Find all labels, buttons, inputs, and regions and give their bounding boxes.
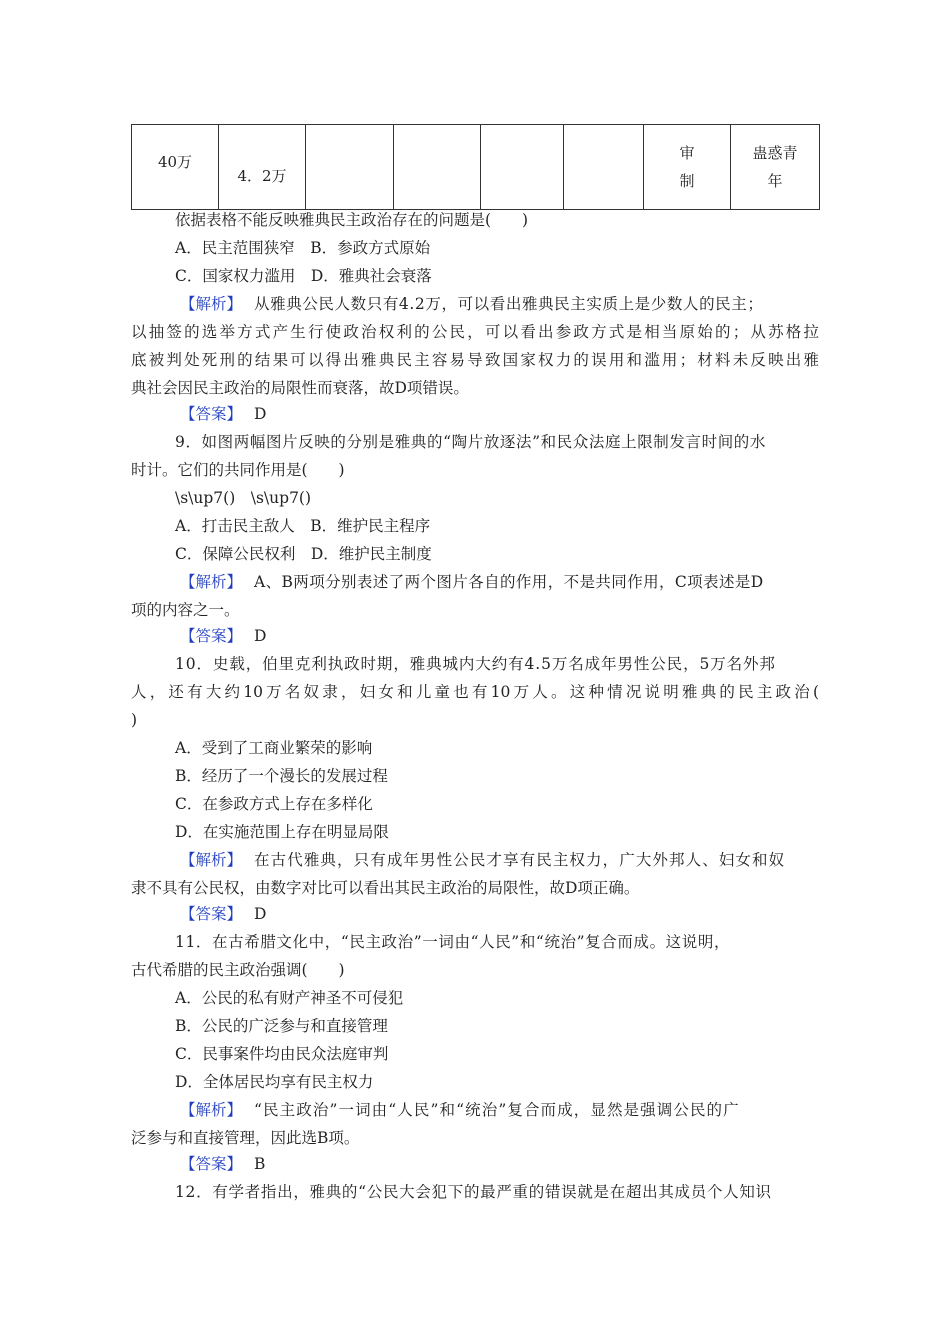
- answer-value: B: [254, 1155, 266, 1173]
- q10-option-d: D．在实施范围上存在明显局限: [175, 823, 389, 841]
- answer-tag: 【答案】: [180, 627, 243, 645]
- analysis-tag: 【解析】: [180, 295, 243, 313]
- q10-analysis-text-2: 隶不具有公民权，由数字对比可以看出其民主政治的局限性，故D项正确。: [131, 879, 640, 897]
- q8-options-ab: A．民主范围狭窄 B．参政方式原始: [175, 239, 431, 257]
- q12-stem-1: 12．有学者指出，雅典的“公民大会犯下的最严重的错误就是在超出其成员个人知识: [175, 1183, 772, 1201]
- q8-answer-line: [180, 404, 266, 424]
- answer-value: D: [254, 905, 267, 923]
- q8-options-cd: C．国家权力滥用 D．雅典社会衰落: [175, 267, 432, 285]
- q11-option-c: C．民事案件均由民众法庭审判: [175, 1045, 389, 1063]
- table-cell: [481, 125, 564, 210]
- q11-analysis-text-2: 泛参与和直接管理，因此选B项。: [131, 1129, 360, 1147]
- q10-stem-3: ): [131, 711, 138, 729]
- q9-options-cd: C．保障公民权利 D．维护民主制度: [175, 545, 432, 563]
- table-cell: 蛊惑青 年: [731, 125, 820, 210]
- q10-answer-line: [180, 904, 266, 924]
- q11-option-a: A．公民的私有财产神圣不可侵犯: [175, 989, 404, 1007]
- answer-value: D: [254, 627, 267, 645]
- q11-answer-line: [180, 1154, 265, 1174]
- table-cell: 审 制: [644, 125, 731, 210]
- q9-answer-line: [180, 626, 266, 646]
- q11-option-d: D．全体居民均享有民主权力: [175, 1073, 374, 1091]
- q8-analysis-line: [180, 294, 763, 314]
- q11-stem-1: 11．在古希腊文化中，“民主政治”一词由“人民”和“统治”复合而成。这说明，: [175, 933, 731, 951]
- q10-stem-2: 人，还有大约10万名奴隶，妇女和儿童也有10万人。这种情况说明雅典的民主政治(: [131, 683, 819, 701]
- q9-images-placeholder: \s\up7() \s\up7(): [175, 489, 312, 507]
- answer-value: D: [254, 405, 267, 423]
- answer-tag: 【答案】: [180, 405, 243, 423]
- q11-option-b: B．公民的广泛参与和直接管理: [175, 1017, 388, 1035]
- analysis-tag: 【解析】: [180, 851, 243, 869]
- q10-analysis-line: [180, 850, 785, 870]
- analysis-text: A、B两项分别表述了两个图片各自的作用，不是共同作用，C项表述是D: [254, 573, 764, 591]
- q8-analysis-text-3: 底被判处死刑的结果可以得出雅典民主容易导致国家权力的误用和滥用；材料未反映出雅: [131, 351, 819, 369]
- q9-analysis-line: [180, 572, 764, 592]
- answer-tag: 【答案】: [180, 1155, 243, 1173]
- table-row: [132, 125, 820, 210]
- q9-analysis-text-2: 项的内容之一。: [131, 601, 240, 619]
- data-table: [131, 124, 820, 210]
- q10-stem-1: 10．史载，伯里克利执政时期，雅典城内大约有4.5万名成年男性公民，5万名外邦: [175, 655, 776, 673]
- q8-analysis-text-4: 典社会因民主政治的局限性而衰落，故D项错误。: [131, 379, 469, 397]
- analysis-text: 在古代雅典，只有成年男性公民才享有民主权力，广大外邦人、妇女和奴: [254, 851, 786, 869]
- q8-stem: 依据表格不能反映雅典民主政治存在的问题是( ): [175, 211, 529, 229]
- q10-option-a: A．受到了工商业繁荣的影响: [175, 739, 373, 757]
- q10-option-b: B．经历了一个漫长的发展过程: [175, 767, 388, 785]
- analysis-tag: 【解析】: [180, 573, 243, 591]
- table-cell: 4．2万: [219, 125, 306, 210]
- table-cell: [564, 125, 644, 210]
- q9-stem-2: 时计。它们的共同作用是( ): [131, 461, 345, 479]
- table-cell: 40万: [132, 125, 219, 210]
- q9-stem-1: 9．如图两幅图片反映的分别是雅典的“陶片放逐法”和民众法庭上限制发言时间的水: [175, 433, 767, 451]
- q10-option-c: C．在参政方式上存在多样化: [175, 795, 373, 813]
- analysis-text: 从雅典公民人数只有4.2万，可以看出雅典民主实质上是少数人的民主；: [254, 295, 764, 313]
- analysis-text: “民主政治”一词由“人民”和“统治”复合而成，显然是强调公民的广: [254, 1101, 740, 1119]
- analysis-tag: 【解析】: [180, 1101, 243, 1119]
- answer-tag: 【答案】: [180, 905, 243, 923]
- q11-analysis-line: [180, 1100, 740, 1120]
- q8-analysis-text-2: 以抽签的选举方式产生行使政治权利的公民，可以看出参政方式是相当原始的；从苏格拉: [131, 323, 819, 341]
- q9-options-ab: A．打击民主敌人 B．维护民主程序: [175, 517, 431, 535]
- q11-stem-2: 古代希腊的民主政治强调( ): [131, 961, 345, 979]
- table-cell: [394, 125, 481, 210]
- table-cell: [306, 125, 394, 210]
